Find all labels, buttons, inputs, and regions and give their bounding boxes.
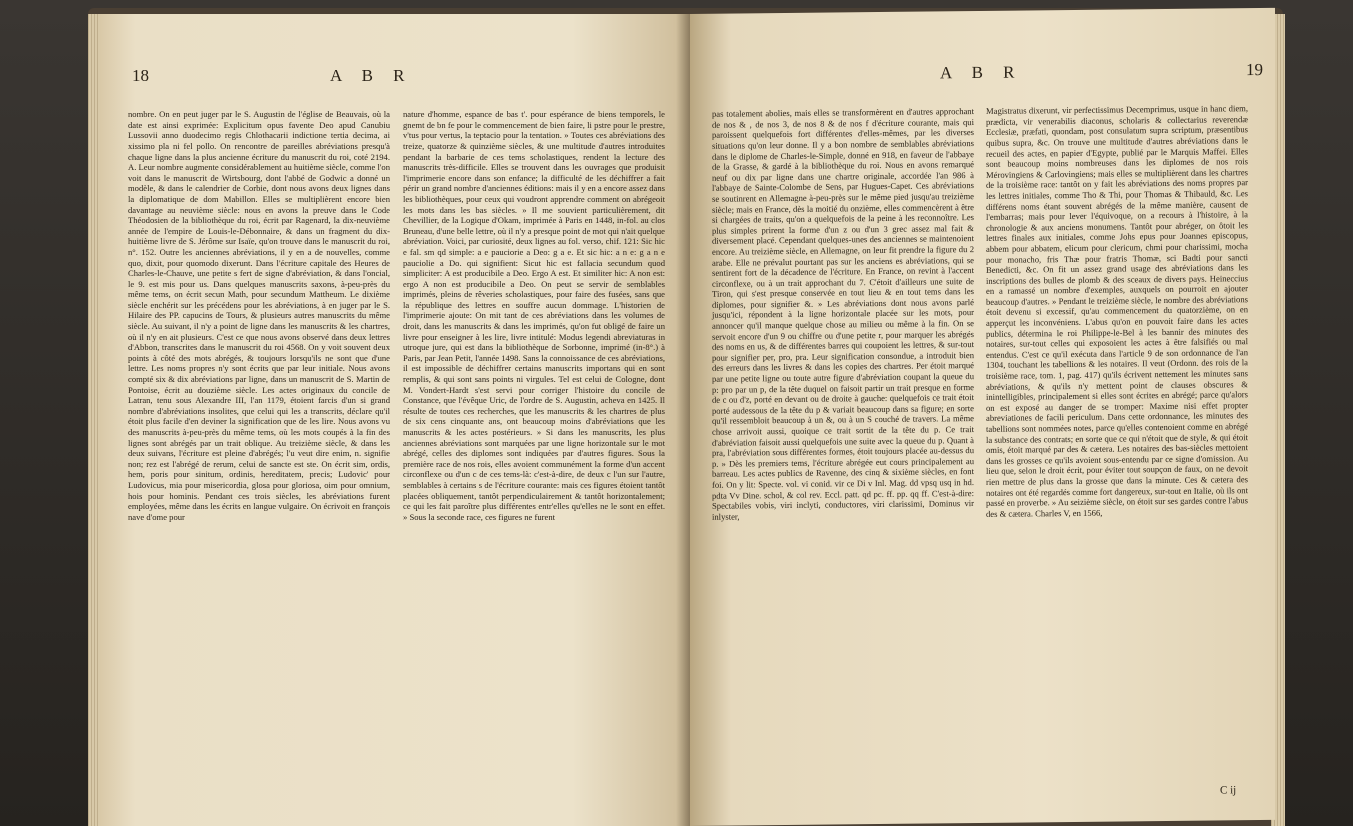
left-page-column-1 xyxy=(128,88,393,804)
right-page xyxy=(690,8,1275,826)
left-page-number: 18 xyxy=(132,66,149,85)
left-running-head: A B R xyxy=(330,66,413,85)
right-col2-text: Magistratus dixerunt, vir perfectissimus Decemprimus, usque in hanc diem, prædicta, vir venerabilis diaconus, scholaris & collectarius reverendæ Ecclesiæ, præfati, quondam, post consulatum supra scriptum, præsentibus quibus supra, &c. On trouve une multitude d'autres abréviations dans le recueil des actes, en papier d'Egypte, publié par le Marquis Maffei. Elles sont beaucoup moins nombreuses dans les diplomes de nos rois Mérovingiens & Carlovingiens; mais elles se multiplièrent dans les chartres de la troisième race: tantôt on y fait les abréviations des noms propres par les lettres initiales, comme Tho & Thi, pour Thomas & Thibauld, &c. Les différens noms étant souvent abrégés de la même manière, causent de l'embarras; mais pour lever l'équivoque, on a recours à l'histoire, à la chronologie & aux anciens monumens. Tantôt pour abréger, on ôtoit les lettres finales aux initiales, comme Johs epus pour Joannes episcopus, abbem pour abbatem, elicum pour clericum, chmi pour charissimi, mocha pour monacho, fris Thæ pour fratris Thomæ, sci Badti pour sancti Benedicti, &c. On fit un assez grand usage des abréviations dans les inscriptions des bulles de plomb & des sceaux de divers pays. Heineccius en a ramassé un nombre d'exemples, auxquels on pourroit en ajouter beaucoup d'autres. » Pendant le treizième siècle, le nombre des abréviations étoit devenu si excessif, qu'au commencement du quatorzième, on en apperçut les inconvéniens. L'abus qu'on en pouvoit faire dans les actes publics, détermina le roi Philippe-le-Bel à les bannir des minutes des notaires, sur-tout celles qui exposoient les actes à être falsifiés ou mal entendus. C'est ce qu'il exécuta dans l'article 9 de son ordonnance de l'an 1304, touchant les tabellions & les notaires. Il veut (Ordonn. des rois de la troisième race, tom. 1, pag. 417) qu'ils écrivent nettement les minutes sans abréviations, & qu'ils n'y mettent point de clauses obscures & inintelligibles, principalement si elles sont écrites en abrégé; parce qu'alors on est exposé au danger de se tromper: Maxime nisi effet propter abreviationes de facili periculum. Dans cette ordonnance, les minutes des tabellions sont nommées notes, parce qu'elles contenoient comme en abrégé la substance des contrats; en sorte que ce qui n'étoit que de style, & qui étoit omis, étoit marqué par des & cætera. Les notaires des bas-siècles mettoient dans les grosses ce qu'ils avoient sous-entendu par ce signe d'omission. Au lieu que, selon le droit écrit, pour éviter tout soupçon de faux, on ne devoit rien mettre de plus dans la grosse que dans la minute. Ces & cætera des notaires ont été regardés comme fort dangereux, sur-tout en Italie, où ils ont passé en proverbe. » Au seizième siècle, on étoit sur ses gardes contre l'abus des & cætera. Charles V, en 1566, xyxy=(986,103,1251,519)
right-page-column-2 xyxy=(986,82,1251,785)
signature-mark: C ij xyxy=(1220,784,1237,797)
right-col1-text: pas totalement abolies, mais elles se transformèrent en d'autres approchant de nos & , de nos 3, de nos 8 & de nos f d'écriture courante, mais qui paroissent quelquefois fort différentes d'elles-mêmes, par les diverses situations qu'on leur donne. Il y a bon nombre de semblables abréviations dans le diplome de Charles-le-Simple, donné en 918, en faveur de l'abbaye de la Grasse, & gardé à la bibliothèque du roi. Nous en avons remarqué neuf ou dix par ligne dans une chartre originale, accordée l'an 986 à l'abbaye de Sainte-Colombe de Sens, par Hugues-Capet. Ces abréviations se soutinrent en Allemagne à-peu-près sur le même pied jusqu'au treizième siècle; mais en France, dès la moitié du onzième, elles commencèrent à être si chargées de traits, qu'on a quelquefois de la peine à les reconnoître. Les plus simples prirent la forme d'un z ou d'un 3 grec assez mal fait & diversement placé. Cependant quelques-unes des anciennes se maintenoient encore. Au treizième siècle, en Allemagne, on leur fit prendre la figure du 2 arabe. Elle ne prévalut pourtant pas sur les anciens es abréviations, qui se sentirent fort de la décadence de l'écriture. En France, on revint à l'accent circonflexe, ou à un trait approchant du 7. C'étoit d'ailleurs une suite de Tiron, qui s'est presque conservée en tout lieu & en tout tems dans les diplomes, pour signifier &. » Les abréviations dont nous avons parlé jusqu'ici, répondent à la ligne horizontale placée sur les mots, pour annoncer qu'il manque quelque chose au milieu ou même à la fin. On se servoit encore d'un 9 ou chiffre ou d'une petite r, pour marquer les abrégés des noms en us, & de différentes barres qui coupoient les lettres, & sur-tout pour signifier per, pro, pra. Leur signification consondue, a introduit bien des erreurs dans les livres & dans les copies des chartres. Per étoit marqué par une petite ligne ou toute autre figure d'abréviation coupant la queue du p: pro par un p, de la tête duquel on faisoit partir un trait presque en forme de c ou d'z, porté en devant ou de droite à gauche: quelquefois ce trait étoit porté audessous de la tête du p & variait beaucoup dans sa figure; en sorte qu'il ressembloit beaucoup à un &, ou à un S couché de travers. La même chose arrivoit aussi, quoique ce trait sortit de la tête du p. Ce trait d'abréviation faisoit aussi quelquefois une suite avec la queue du p. Quant à pra, l'abréviation sous différentes formes, étoit toujours placée au-dessus du p. » Dès les premiers tems, l'écriture abrégée eut cours principalement au barreau. Les actes publics de Ravenne, des cinq & sixième siècles, en font foi. On y lit: Specte. vol. vi conid. vir ce Di v Inl. Mag. dd vpsq usq in hd. pdta Vv Dine. schol, & col rev. Eccl. patt. qd pc. ff. pp. qq ff. C'est-à-dire: Spectabiles vobis, viri inclyti, conductores, viri clarissimi, Dominus vir inlyster, xyxy=(712,106,977,522)
left-page-column-2 xyxy=(403,88,668,804)
left-col1-text: nombre. On en peut juger par le S. Augustin de l'église de Beauvais, où la date est ainsi exprimée: Explicitum opus favente Deo apud Canubiu Lussovii anno duodecimo regis Chlothacarii indictione tertia decima, ai xissimo pla ni fel pollo. On rencontre de pareilles abréviations presqu'à chaque ligne dans la plus ancienne écriture du manuscrit du roi, coté 2194. A. Leur nombre augmente considérablement au huitième siècle, comme l'on voit dans le manuscrit de Wirtsbourg, dont l'abbé de Godwic a donné un modèle, & dans le calendrier de Corbie, dont nous avons deux lignes dans la diplomatique de dom Mabillon. Elles se multiplièrent encore bien davantage au neuvième siècle: nous en avons la preuve dans le Code Théodosien de la bibliothèque du roi, écrit par Ragenard, la dix-neuvième année de l'empire de Louis-le-Débonnaire, & dans un fragment du dix-huitième livre de S. Jérôme sur Isaïe, qu'on trouve dans le manuscrit du roi, n°. 152. Outre les anciennes abréviations, il y en a de nouvelles, comme quo, dixit, pour quomodo dixerunt. Dans l'écriture capitale des Heures de Charles-le-Chauve, une petite s fert de signe d'abréviation, & dans l'oncial, le 9. est mis pour us. Dans quelques manuscrits saxons, à-peu-près du même tems, on écrit secun Math, pour secundum Mattheum. Le dixième siècle enchérit sur les précédens pour les abréviations, à en juger par le S. Hilaire des PP. capucins de Tours, & plusieurs autres manuscrits du même siècle. Au suivant, il n'y a point de ligne dans les manuscrits & les chartres, où il n'y en ait plusieurs. C'est ce que nous avons observé dans deux lettres d'Abbon, transcrites dans le manuscrit du roi 4568. On y voit souvent deux points à côté des mots abrégés, & toujours lorsqu'ils ne sont que d'une lettre. Les noms propres n'y sont écrits que par leur initiale. Nous avons compté six & dix abréviations par ligne, dans un manuscrit de S. Martin de Pontoise, écrit au douzième siècle. Les actes originaux du concile de Latran, tenu sous Alexandre III, l'an 1179, étoient farcis d'un si grand nombre d'abréviations insolites, que celui qui les a transcrits, déclare qu'il étoit plus facile d'en deviner la signification que de les lire. Nous avons vu des manuscrits à-peu-près du même tems, où les mots coupés à la fin des lignes sont abrégés par un trait oblique. Au treizième siècle, & dans les deux suivans, l'écriture est pleine d'abrégés; l'u veut dire enim, n. signifie non; rez est l'abrégé de rerum, celui de sancte est ste. On écrit sim, ordis, hem, poris pour sinitum, ordinis, hereditatem, precis; Ludovic' pour Ludovicus, mia pour misericordia, glosa pour gloriosa, oim pour omnium, hois pour hominis. Pendant ces trois siècles, les abréviations furent employées, même dans les écrits en langue vulgaire. On écrivoit en françois nave d'ome pour xyxy=(128,109,393,522)
left-page xyxy=(100,14,690,826)
right-page-number: 19 xyxy=(1246,59,1263,80)
right-page-column-1 xyxy=(712,85,977,804)
left-col2-text: nature d'homme, espance de bas t'. pour espérance de biens temporels, le gnemt de bn fe pour le commencement de bien faire, li pstre pour le prestre, v'tus pour vertus, la teptacio pour la tentation. » Toutes ces abréviations des treize, quatorze & quinzième siècles, & une multitude d'autres introduites pendant la barbarie de ces tems scholastiques, rendent la lecture des manuscrits très-difficile. Elles se trouvent dans les ouvrages que produisit l'imprimerie encore dans son enfance; la difficulté de les déchiffrer a fait périr un grand nombre d'anciennes éditions: mais il y en a encore assez dans les bibliothèques, pour ceux qui voudront apprendre comment on abrégeoit les mots dans les bas siècles. » Il me souvient particulièrement, dit Chevillier, de la Logique d'Okam, imprimée à Paris en 1448, in-fol. au clos Bruneau, d'une belle lettre, où il n'y a presque point de mot qui n'ait quelque abréviation. Voici, par curiosité, deux lignes au fol. verso, chif. 121: Sic hic e fal. sm qd simple: a e pauciorie a Deo: g a e. Et sic hic: a n e: g a n e pauciolie a Do. qui signifient: Sicut hic est fallacia secundum quod simpliciter: A est producibile a Deo. Ergo A est. Et similiter hic: A non est: ergo A non est producibile a Deo. On peut se servir de semblables imprimés, pleins de rêveries scholastiques, pour faire des fusées, sans que la république des lettres en souffre aucun dommage. L'historien de l'imprimerie ajoute: On mit tant de ces abréviations dans les volumes de droit, dans les manuscrits & dans les imprimés, qu'on fut obligé de faire un livre pour enseigner à les lire, livre intitulé: Modus legendi abreviaturas in utroque jure, qui est dans la bibliothèque de Sorbonne, imprimé (in-8°.) à Paris, par Jean Petit, l'année 1498. Sans la connoissance de ces abréviations, il est impossible de déchiffrer certains manuscrits importans qui en sont remplis, & qui sont sans points ni virgules. Tel est celui de Cologne, dont M. Vondert-Hardt s'est servi pour corriger l'histoire du concile de Constance, que l'évêque Uric, de l'ordre de S. Augustin, acheva en 1425. Il résulte de toutes ces recherches, que les manuscrits & les chartres de plus de six cens cinquante ans, ont beaucoup moins d'abréviations que les manuscrits & les actes postérieurs. » Si dans les manuscrits, les plus anciennes abréviations sont marquées par une ligne horizontale sur le mot abrégé, celles des diplomes sont indiquées par d'autres figures. Sous la première race de nos rois, elles avoient communément la forme d'un accent circonflexe ou d'un c de ces tems-là: c'est-à-dire, de deux c l'un sur l'autre, semblables à certains s de l'écriture courante: mais ces figures étoient tantôt placées obliquement, tantôt perpendiculairement & tantôt horizontalement; ce qui les fait paroître plus différentes entr'elles qu'elles ne le sont en effet. » Sous la seconde race, ces figures ne furent xyxy=(403,109,668,522)
right-running-head: A B R xyxy=(940,62,1023,83)
